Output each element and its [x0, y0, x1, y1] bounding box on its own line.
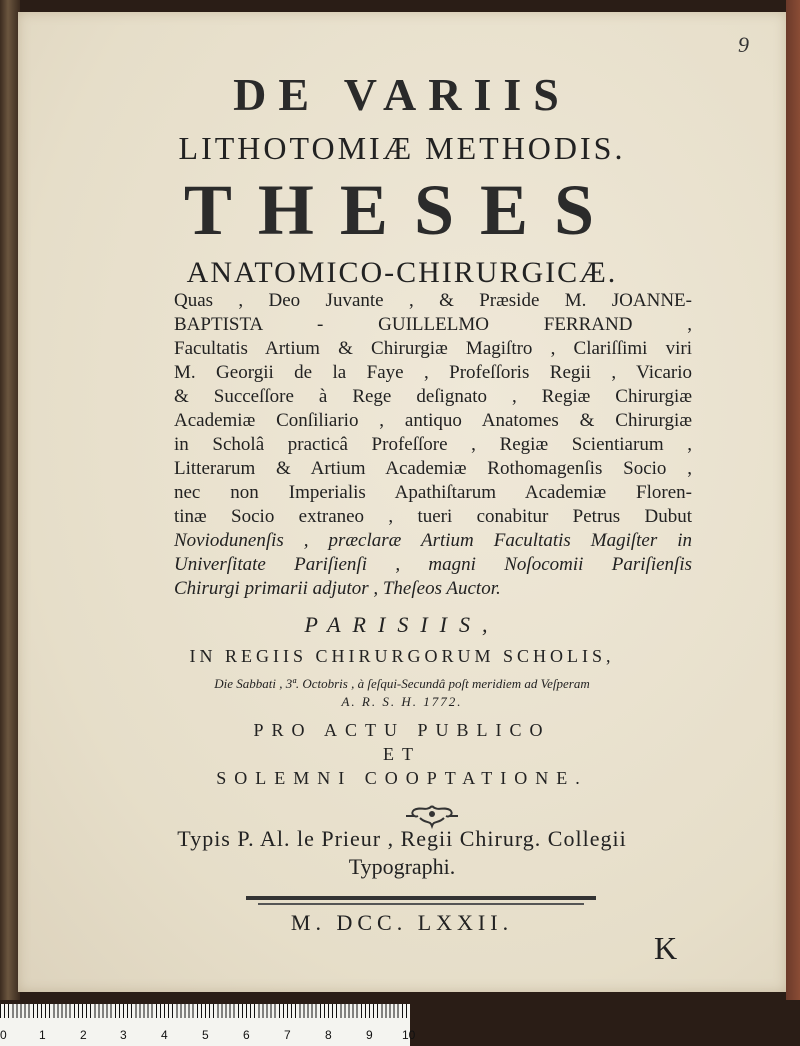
- body-line-11: Noviodunenſis , præclaræ Artium Facultatis Magiſter in: [174, 530, 692, 551]
- body-line-9: nec non Imperialis Apathiſtarum Academiæ Floren-: [174, 482, 692, 503]
- title-line-4: ANATOMICO-CHIRURGICÆ.: [186, 256, 618, 289]
- body-line-4: M. Georgii de la Faye , Profeſſoris Regii , Vicario: [174, 362, 692, 383]
- ruler-number: 2: [80, 1028, 87, 1042]
- ruler-number: 8: [325, 1028, 332, 1042]
- body-line-13: Chirurgi primarii adjutor , Theſeos Auctor.: [174, 578, 501, 599]
- ruler-number: 0: [0, 1028, 7, 1042]
- ruler-number: 7: [284, 1028, 291, 1042]
- ruler-number: 5: [202, 1028, 209, 1042]
- ruler-number: 4: [161, 1028, 168, 1042]
- act-line-3: SOLEMNI COOPTATIONE.: [216, 768, 588, 788]
- title-line-1: DE VARIIS: [233, 69, 571, 120]
- ruler-number: 10: [402, 1028, 416, 1042]
- page-number: 9: [738, 32, 749, 57]
- divider-rule: [246, 896, 596, 900]
- body-line-6: Academiæ Conſiliario , antiquo Anatomes & Chirurgiæ: [174, 410, 692, 431]
- body-line-7: in Scholâ practicâ Profeſſore , Regiæ Scientiarum ,: [174, 434, 692, 455]
- body-line-3: Facultatis Artium & Chirurgiæ Magiſtro , Clariſſimi viri: [174, 338, 692, 359]
- act-line-2: ET: [383, 744, 421, 764]
- ruler-number: 9: [366, 1028, 373, 1042]
- ruler-number: 3: [120, 1028, 127, 1042]
- printer-line-2: Typographi.: [348, 854, 456, 879]
- scale-ruler: [0, 1004, 416, 1046]
- body-line-12: Univerſitate Pariſienſi , magni Noſocomii Pariſienſis: [174, 554, 692, 575]
- body-line-1: Quas , Deo Juvante , & Præside M. JOANNE-: [174, 290, 692, 311]
- book-cover-edge: [786, 0, 800, 1000]
- ruler-number: 6: [243, 1028, 250, 1042]
- ruler-ticks: [0, 1004, 410, 1018]
- title-page: [18, 12, 786, 992]
- year-line: M. DCC. LXXII.: [290, 910, 514, 935]
- body-line-10: tinæ Socio extraneo , tueri conabitur Petrus Dubut: [174, 506, 692, 527]
- signature-mark: K: [654, 930, 678, 966]
- date-line-1: Die Sabbati , 3ª. Octobris , à ſeſqui-Secundâ poſt meridiem ad Veſperam: [214, 676, 590, 691]
- body-line-2: BAPTISTA - GUILLELMO FERRAND ,: [174, 314, 692, 335]
- title-line-3: THESES: [183, 170, 621, 250]
- place-line: PARISIIS,: [304, 612, 500, 637]
- divider-rule-thin: [258, 903, 584, 905]
- printer-line-1: Typis P. Al. le Prieur , Regii Chirurg. Collegii: [177, 826, 627, 851]
- schools-line: IN REGIIS CHIRURGORUM SCHOLIS,: [189, 646, 615, 666]
- title-line-2: LITHOTOMIÆ METHODIS.: [178, 130, 626, 166]
- act-line-1: PRO ACTU PUBLICO: [253, 720, 551, 740]
- book-binding: [0, 0, 20, 1000]
- body-line-8: Litterarum & Artium Academiæ Rothomagenſis Socio ,: [174, 458, 692, 479]
- body-line-5: & Succeſſore à Rege deſignato , Regiæ Chirurgiæ: [174, 386, 692, 407]
- ruler-number: 1: [39, 1028, 46, 1042]
- date-line-2: A. R. S. H. 1772.: [341, 694, 463, 709]
